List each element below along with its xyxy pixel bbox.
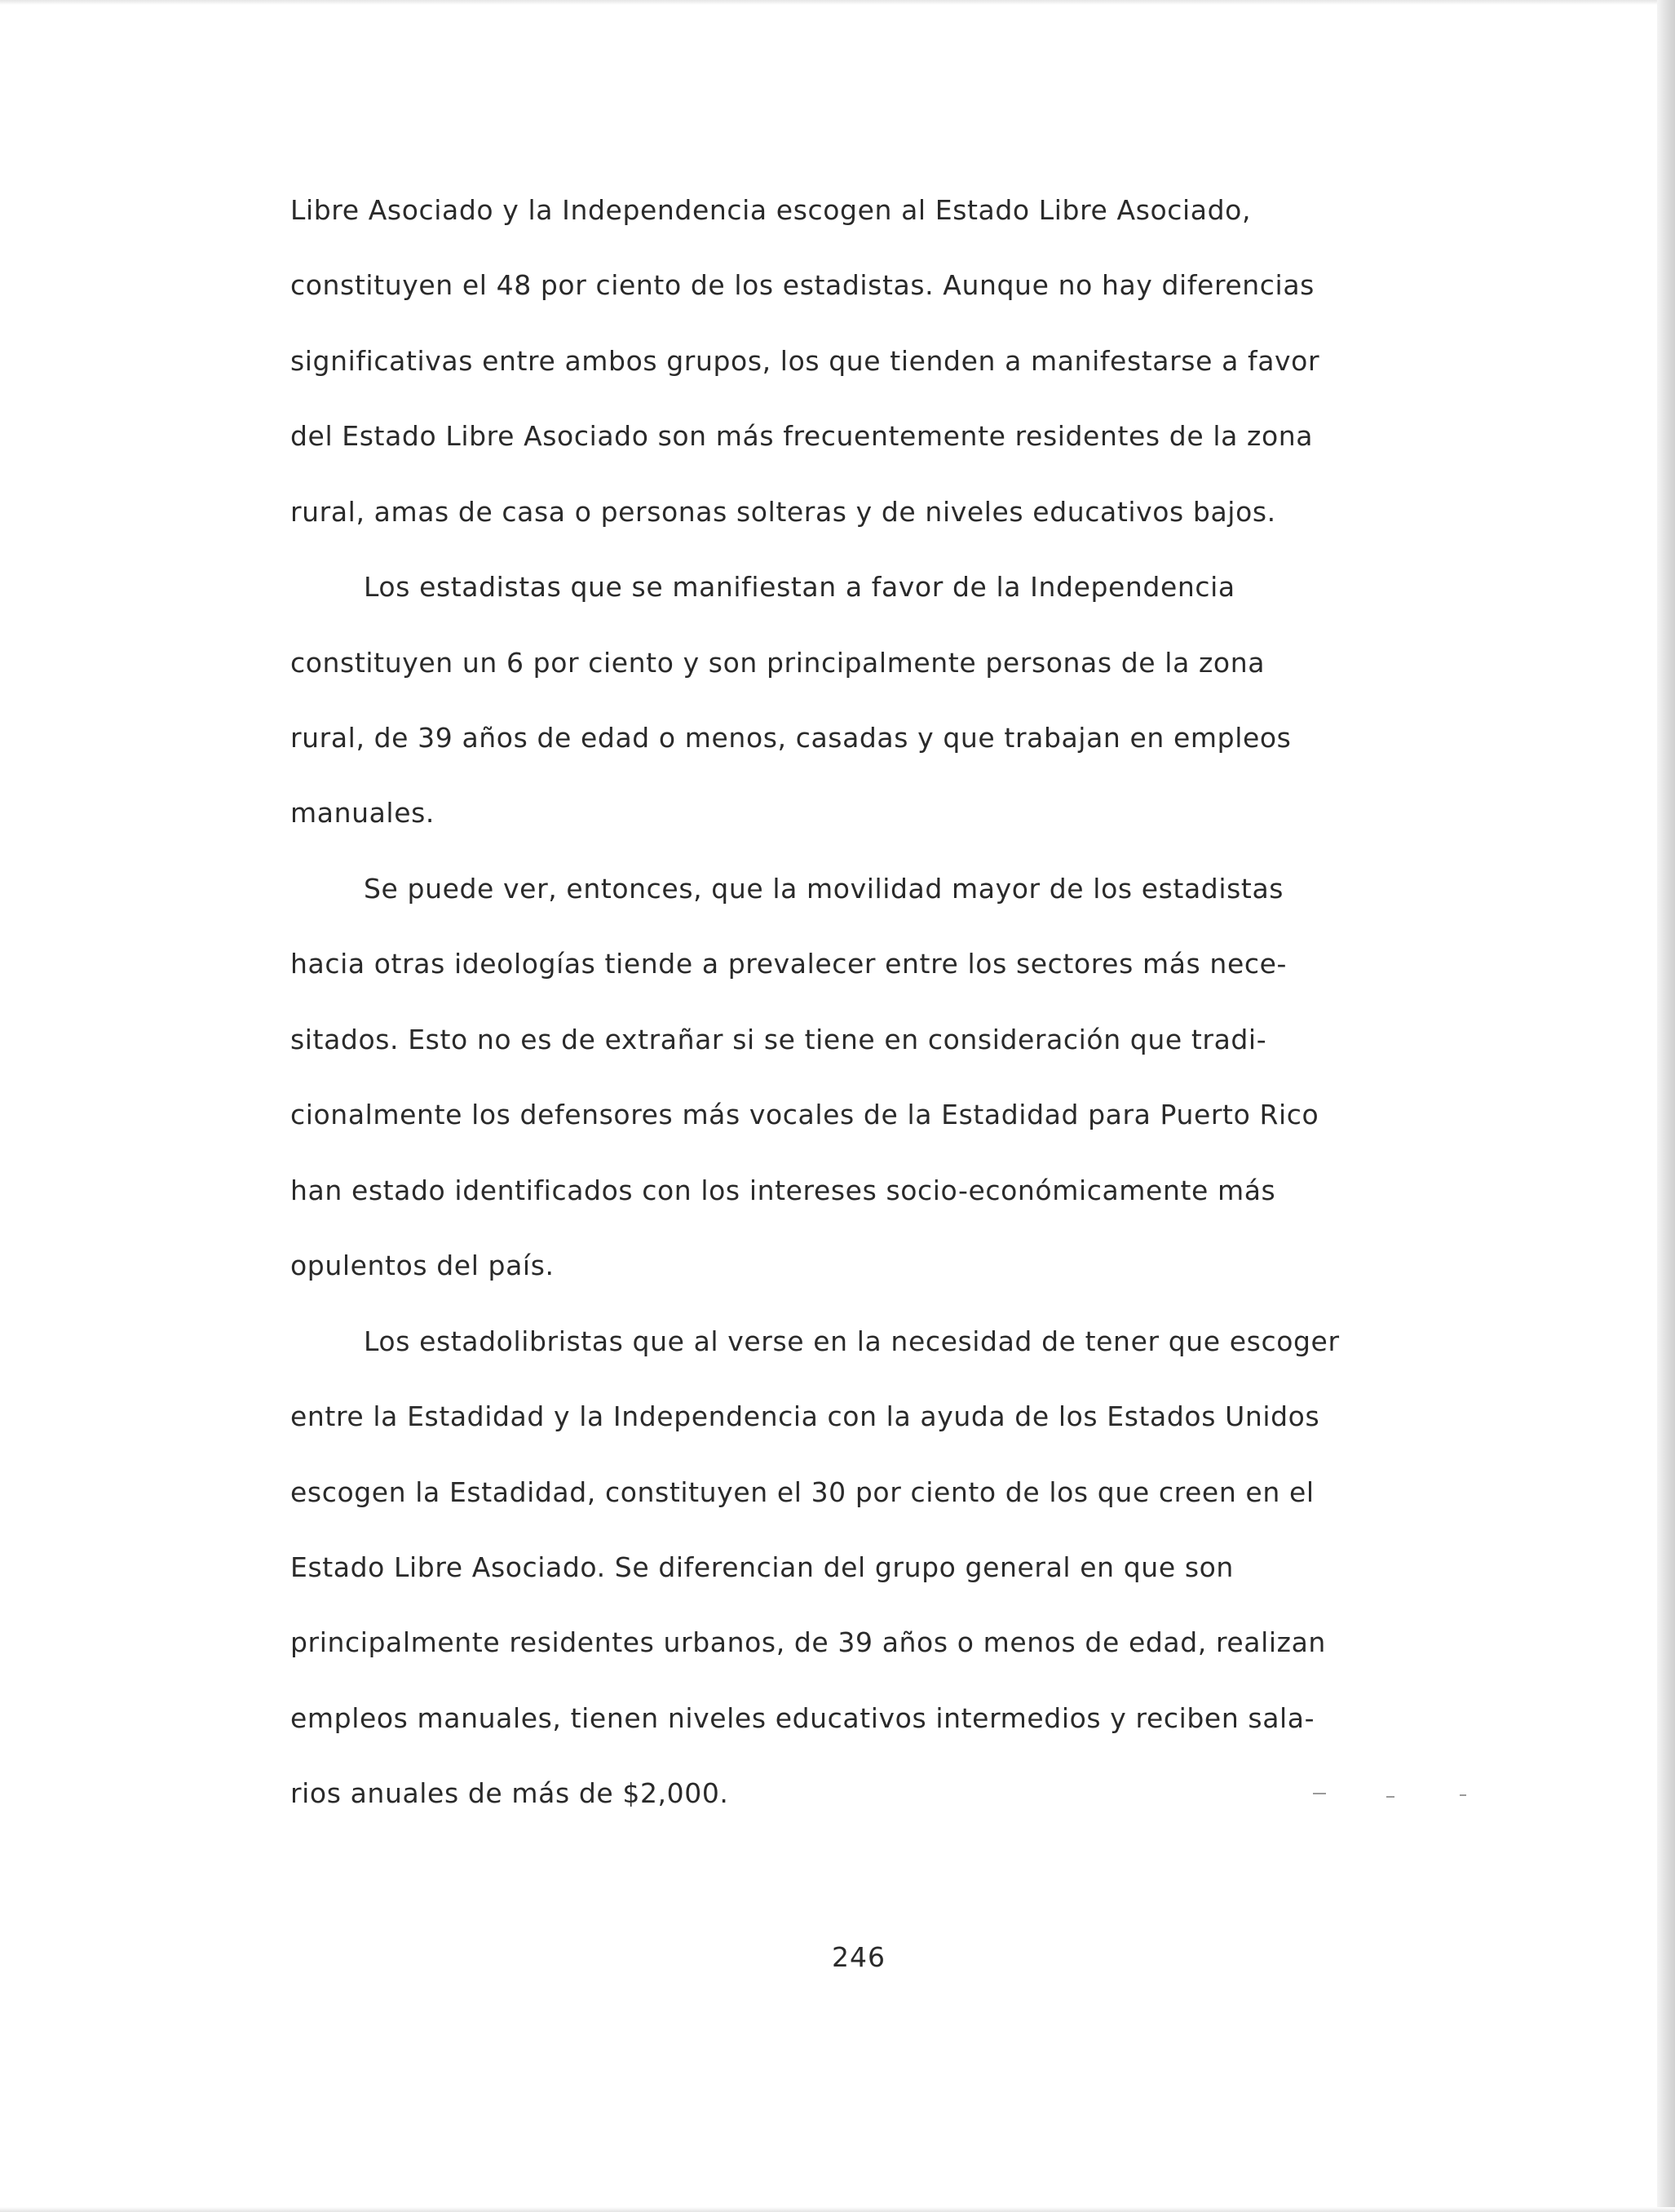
scan-speck: [1460, 1794, 1466, 1796]
text-line: rios anuales de más de $2,000.: [290, 1777, 729, 1809]
text-line: hacia otras ideologías tiende a prevalecer entre los sectores más nece-: [290, 948, 1287, 980]
text-line: escogen la Estadidad, constituyen el 30 por ciento de los que creen en el: [290, 1476, 1315, 1508]
text-line: han estado identificados con los intereses socio-económicamente más: [290, 1175, 1276, 1206]
text-line: principalmente residentes urbanos, de 39 años o menos de edad, realizan: [290, 1626, 1326, 1658]
scan-speck: [1386, 1796, 1394, 1798]
text-line: Se puede ver, entonces, que la movilidad mayor de los estadistas: [364, 873, 1284, 905]
text-line: Los estadistas que se manifiestan a favor de la Independencia: [364, 571, 1235, 603]
page-number: 246: [832, 1941, 886, 1973]
text-line: Los estadolibristas que al verse en la necesidad de tener que escoger: [364, 1325, 1340, 1357]
text-line: Estado Libre Asociado. Se diferencian del grupo general en que son: [290, 1551, 1234, 1583]
text-line: manuales.: [290, 797, 435, 829]
text-line: rural, de 39 años de edad o menos, casadas y que trabajan en empleos: [290, 722, 1292, 754]
text-line: opulentos del país.: [290, 1250, 555, 1281]
text-line: cionalmente los defensores más vocales de la Estadidad para Puerto Rico: [290, 1099, 1319, 1130]
scan-edge-bottom: [0, 2207, 1675, 2212]
text-line: sitados. Esto no es de extrañar si se tiene en consideración que tradi-: [290, 1024, 1267, 1055]
text-line: significativas entre ambos grupos, los que tienden a manifestarse a favor: [290, 345, 1320, 377]
scan-edge-top: [0, 0, 1675, 5]
scan-speck: [1313, 1793, 1326, 1794]
text-line: entre la Estadidad y la Independencia con la ayuda de los Estados Unidos: [290, 1400, 1320, 1432]
text-line: constituyen un 6 por ciento y son principalmente personas de la zona: [290, 647, 1266, 679]
text-line: constituyen el 48 por ciento de los estadistas. Aunque no hay diferencias: [290, 269, 1315, 301]
text-line: del Estado Libre Asociado son más frecuentemente residentes de la zona: [290, 420, 1314, 452]
scan-edge-right: [1657, 0, 1675, 2212]
text-line: rural, amas de casa o personas solteras y de niveles educativos bajos.: [290, 496, 1276, 528]
text-line: empleos manuales, tienen niveles educativos intermedios y reciben sala-: [290, 1702, 1315, 1734]
text-line: Libre Asociado y la Independencia escogen al Estado Libre Asociado,: [290, 194, 1252, 226]
